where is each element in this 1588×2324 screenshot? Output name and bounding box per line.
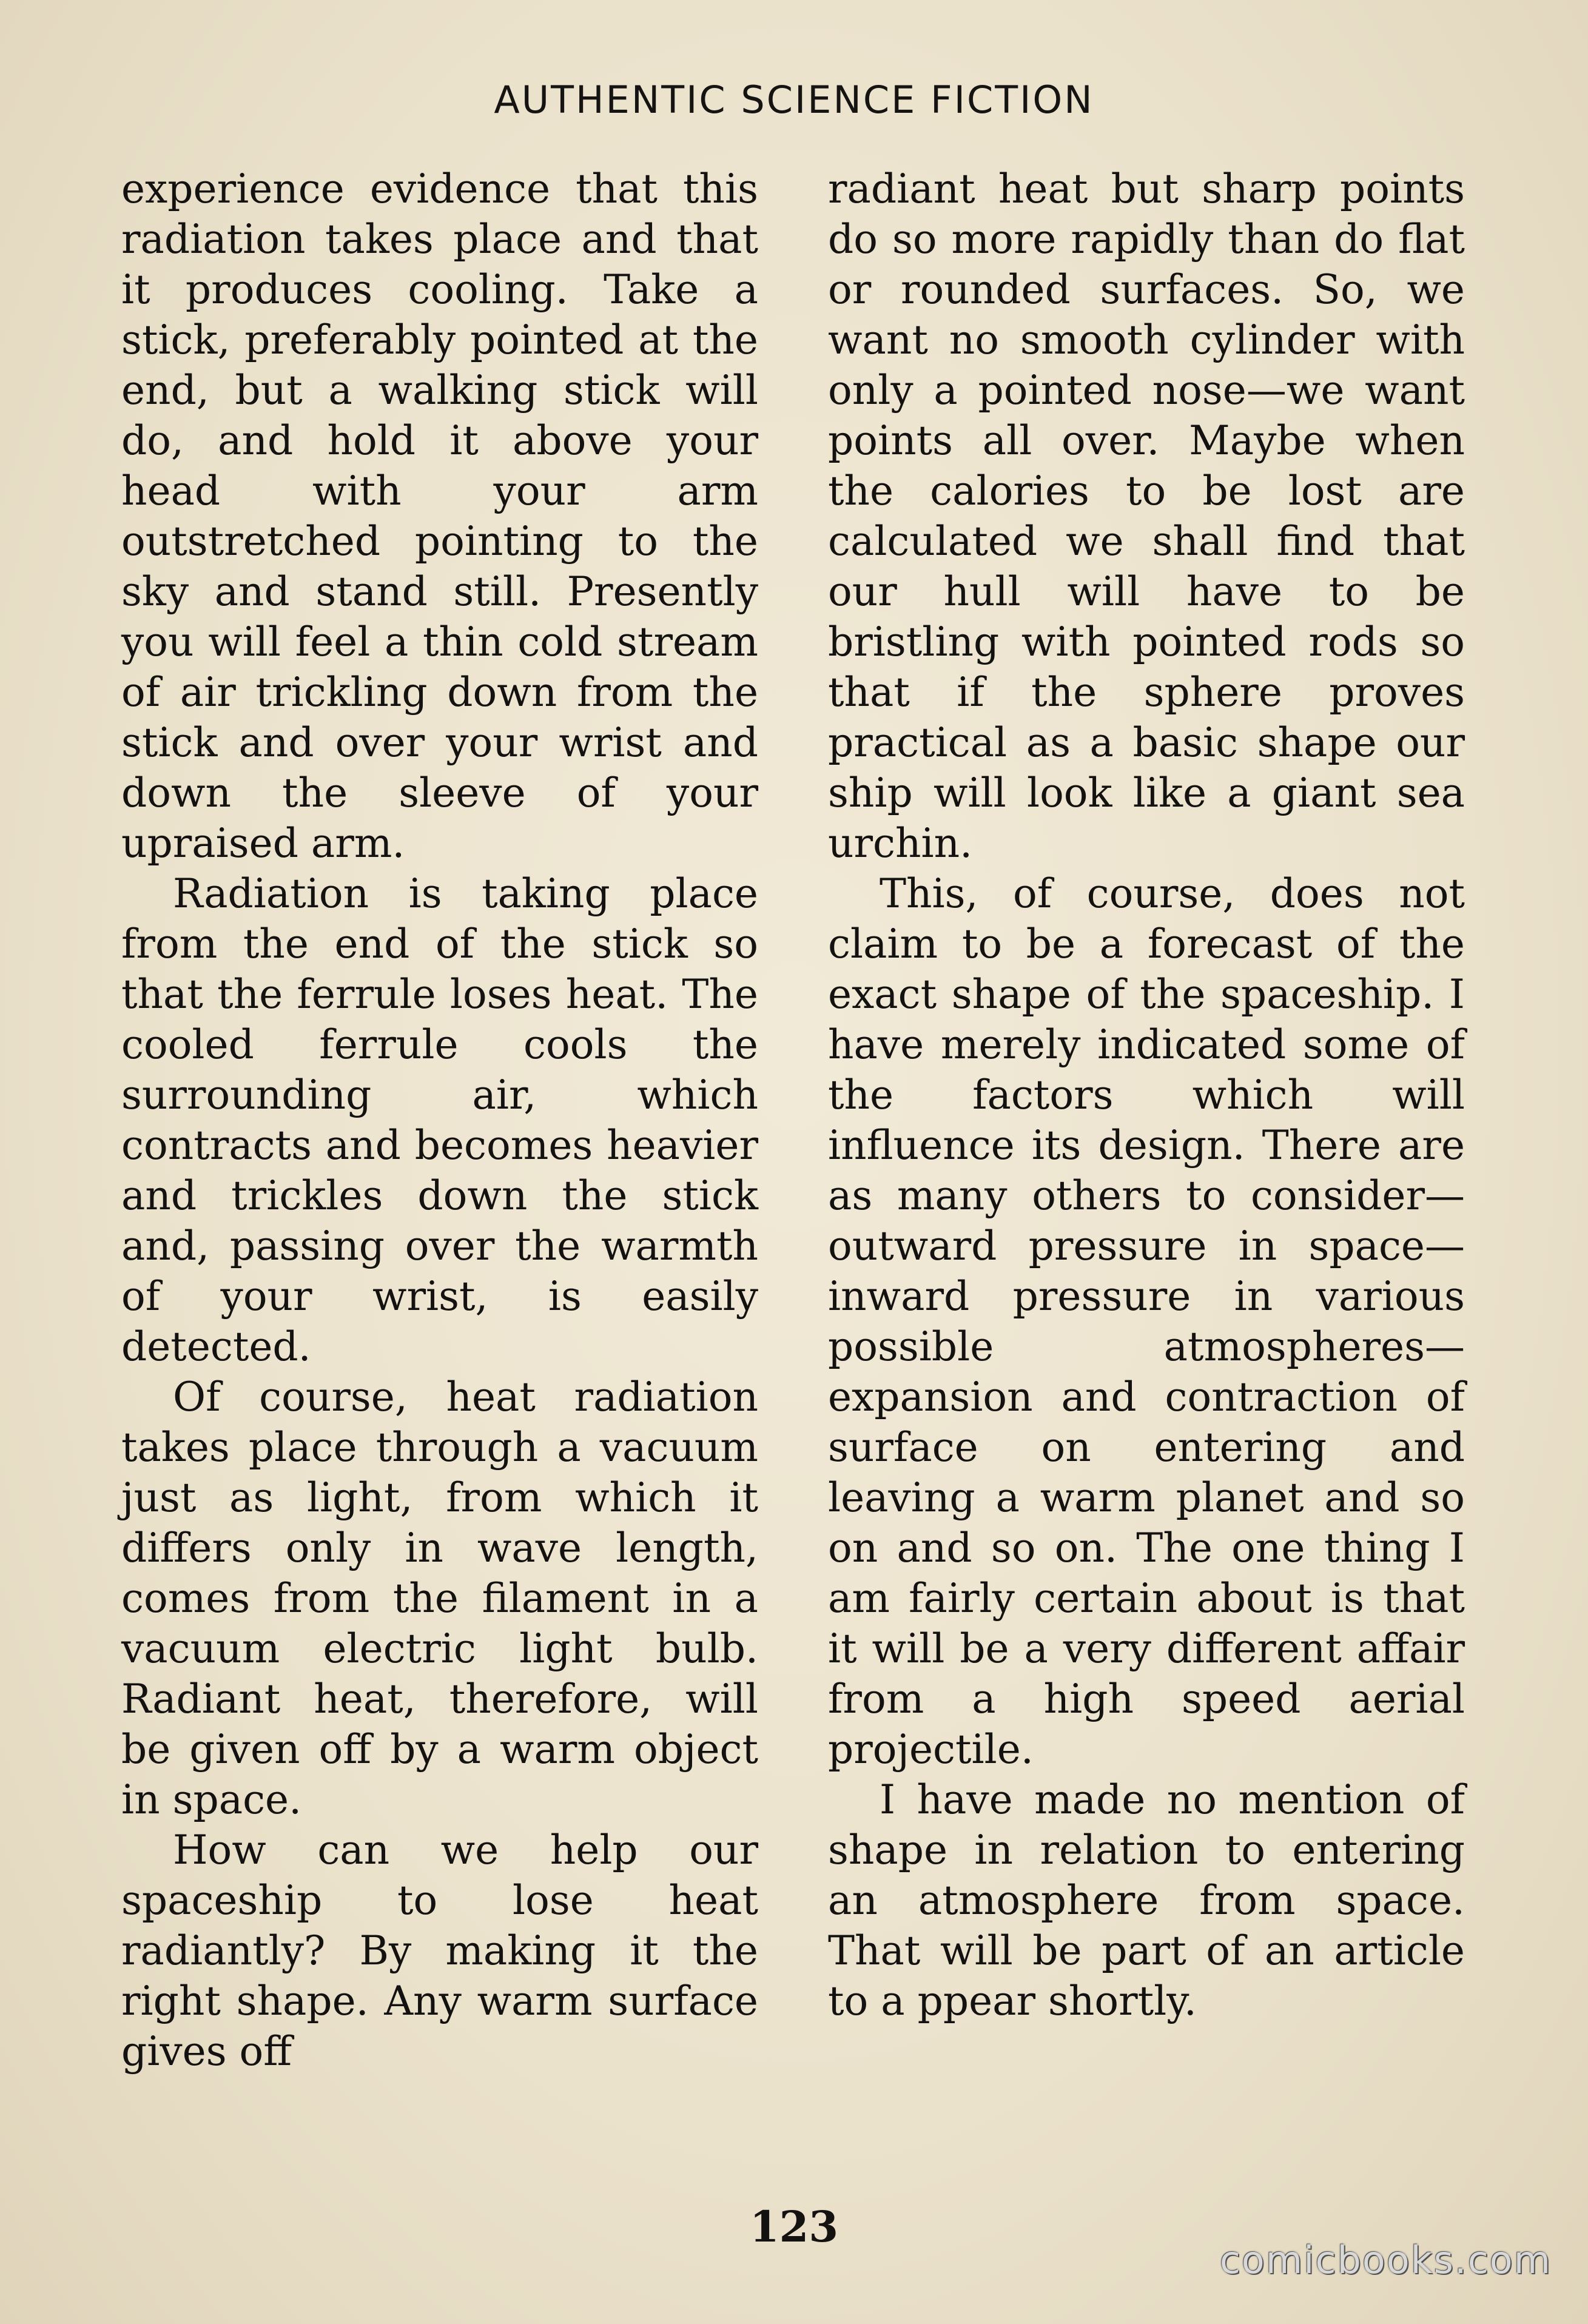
paragraph: This, of course, does not claim to be a forecast of the exact shape of the spaceship. I have merely indicated some of the factors which will influence its design. There are as many others to consider—outward pressure in space—inward pressure in various possible atmospheres—expansion and contraction of surface on entering and leaving a warm planet and so on and so on. The one thing I am fairly certain about is that it will be a very different affair from a high speed aerial projectile. [828, 870, 1465, 1773]
page-number: 123 [749, 2201, 839, 2252]
paragraph: I have made no mention of shape in relation to entering an atmosphere from space. That will be part of an article to a ppear shortly. [828, 1776, 1465, 2024]
left-column [121, 164, 758, 2077]
paragraph: Of course, heat radiation takes place through a vacuum just as light, from which it differs only in wave length, comes from the filament in a vacuum electric light bulb. Radiant heat, therefore, will be given off by a warm object in space. [121, 1374, 758, 1823]
paragraph: Radiation is taking place from the end of the stick so that the ferrule loses heat. The cooled ferrule cools the surrounding air, which contracts and becomes heavier and trickles down the stick and, passing over the warmth of your wrist, is easily detected. [121, 870, 758, 1370]
paragraph: radiant heat but sharp points do so more rapidly than do flat or rounded surfaces. So, we want no smooth cylinder with only a pointed nose—we want points all over. Maybe when the calories to be lost are calculated we shall find that our hull will have to be bristling with pointed rods so that if the sphere proves practical as a basic shape our ship will look like a giant sea urchin. [828, 166, 1465, 867]
paragraph: How can we help our spaceship to lose heat radiantly? By making it the right shape. Any warm surface gives off [121, 1827, 758, 2075]
right-column [828, 164, 1465, 2026]
running-head: AUTHENTIC SCIENCE FICTION [494, 78, 1094, 122]
paragraph: experience evidence that this radiation takes place and that it produces cooling. Take a stick, preferably pointed at the end, but a walking stick will do, and hold it above your head with your arm outstretched pointing to the sky and stand still. Presently you will feel a thin cold stream of air trickling down from the stick and over your wrist and down the sleeve of your upraised arm. [121, 166, 758, 867]
watermark: comicbooks.com [1219, 2238, 1552, 2282]
